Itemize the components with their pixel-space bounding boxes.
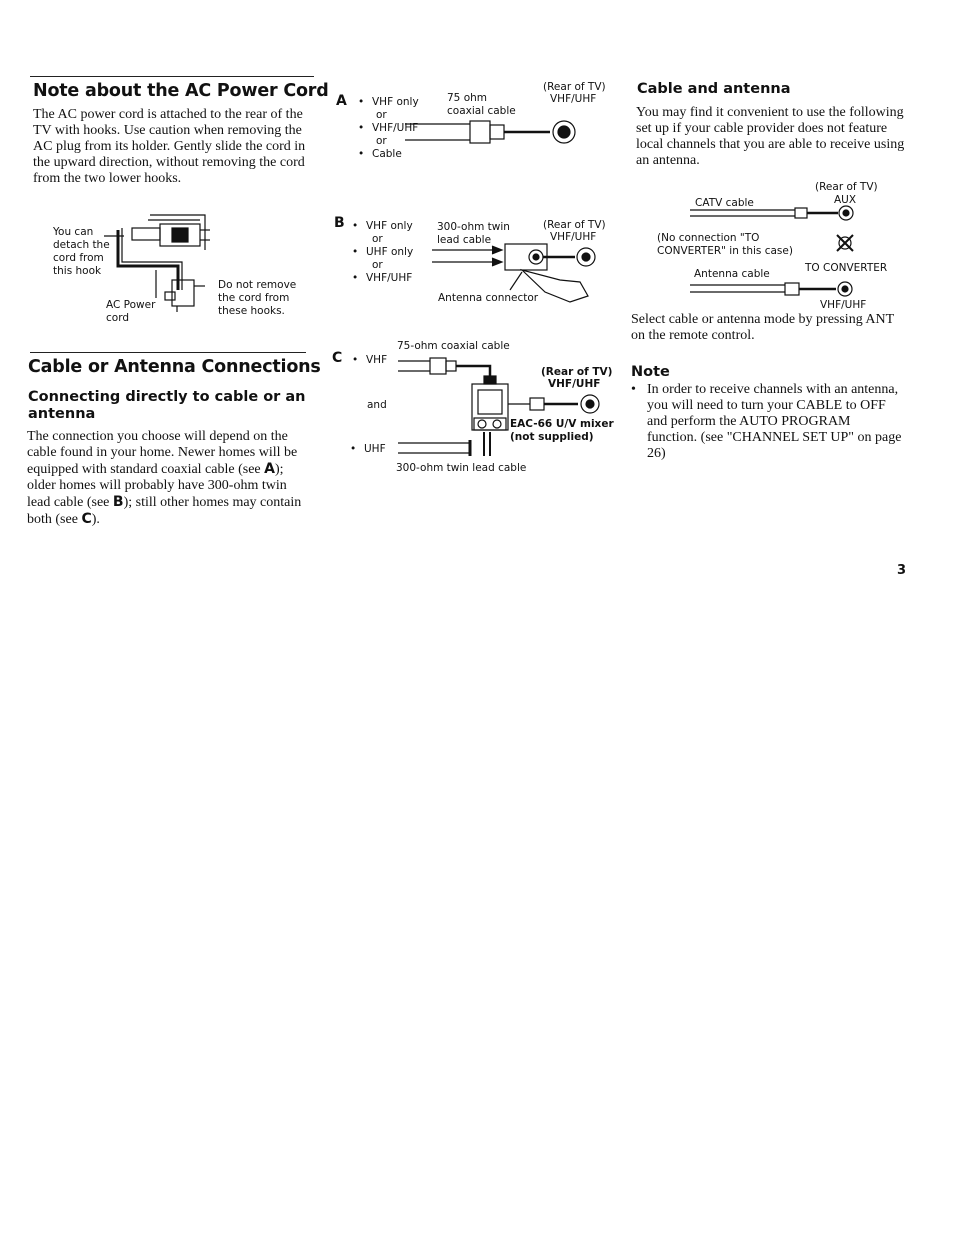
diagram-a-cable-label: 75 ohm coaxial cable xyxy=(447,92,516,117)
diagram-c-vhf: • VHF xyxy=(352,354,388,366)
diagram-a-rear-label: (Rear of TV) xyxy=(543,81,606,93)
antenna-cable-label: Antenna cable xyxy=(694,268,770,280)
connections-subtitle: Connecting directly to cable or an antenna xyxy=(28,389,306,422)
diagram-c-mixer-label: EAC-66 U/V mixer xyxy=(510,418,614,430)
cable-antenna-title: Cable and antenna xyxy=(637,81,791,97)
label-do-not-remove: Do not remove the cord from these hooks. xyxy=(218,279,297,317)
cable-antenna-jack-label: VHF/UHF xyxy=(820,299,867,311)
diagram-b-cable-label: 300-ohm twin lead cable xyxy=(437,221,510,246)
diagram-b-jack-label: VHF/UHF xyxy=(550,231,597,243)
select-mode-text: Select cable or antenna mode by pressing ANT on the remote control. xyxy=(631,312,894,343)
diagram-c-letter: C xyxy=(332,350,343,366)
to-converter-label: TO CONVERTER xyxy=(805,262,888,274)
diagram-a-options: • VHF only or • VHF/UHF or • Cable xyxy=(358,96,419,160)
note-item: • In order to receive channels with an antenna, you will need to turn your CABLE to OFF and perform the AUTO PROGRAM function. (see "CHANNEL SET UP" on page 26) xyxy=(631,382,902,461)
diagram-c-not-supplied: (not supplied) xyxy=(510,431,594,443)
cable-antenna-rear-label: (Rear of TV) xyxy=(815,181,878,193)
diagram-b-rear-label: (Rear of TV) xyxy=(543,219,606,231)
catv-label: CATV cable xyxy=(695,197,754,209)
diagram-c-coax-label: 75-ohm coaxial cable xyxy=(397,340,510,352)
cable-antenna-body: You may find it convenient to use the following set up if your cable provider does not feature local channels that you are able to receive using an antenna. xyxy=(636,105,905,168)
diagram-a-letter: A xyxy=(336,93,347,109)
diagram-c-jack-label: VHF/UHF xyxy=(548,378,601,390)
connections-body: The connection you choose will depend on the cable found in your home. Newer homes will be equipped with standard coaxial cable (see A); older homes will probably have 300-ohm twin lead cable (see B); still other homes may contain both (see C). xyxy=(27,429,302,527)
option: • VHF only xyxy=(358,96,419,108)
ac-cord-body: The AC power cord is attached to the rear of the TV with hooks. Use caution when removing the AC plug from its holder. Gently slide the cord in the upward direction, without removing the cord from the two lower hooks. xyxy=(33,107,306,186)
diagram-b-connector-label: Antenna connector xyxy=(438,292,539,304)
ac-cord-title: Note about the AC Power Cord xyxy=(33,81,329,101)
diagram-c-uhf: • UHF xyxy=(350,443,386,455)
no-connection-label: (No connection "TO CONVERTER" in this case) xyxy=(657,232,793,257)
diagram-c-twin-label: 300-ohm twin lead cable xyxy=(396,462,527,474)
aux-label: AUX xyxy=(834,194,857,206)
diagram-b-options: • VHF only or • UHF only or • VHF/UHF xyxy=(352,220,414,284)
page-number: 3 xyxy=(897,563,907,578)
diagram-a-jack-label: VHF/UHF xyxy=(550,93,597,105)
diagram-c-rear-label: (Rear of TV) xyxy=(541,366,613,378)
note-title: Note xyxy=(631,364,670,380)
label-ac-power: AC Power cord xyxy=(106,299,156,324)
note-list xyxy=(631,382,903,462)
label-detach: You can detach the cord from this hook xyxy=(53,226,110,277)
diagram-c-and: and xyxy=(367,399,387,411)
diagram-b-letter: B xyxy=(334,215,345,231)
connections-title: Cable or Antenna Connections xyxy=(28,357,321,377)
